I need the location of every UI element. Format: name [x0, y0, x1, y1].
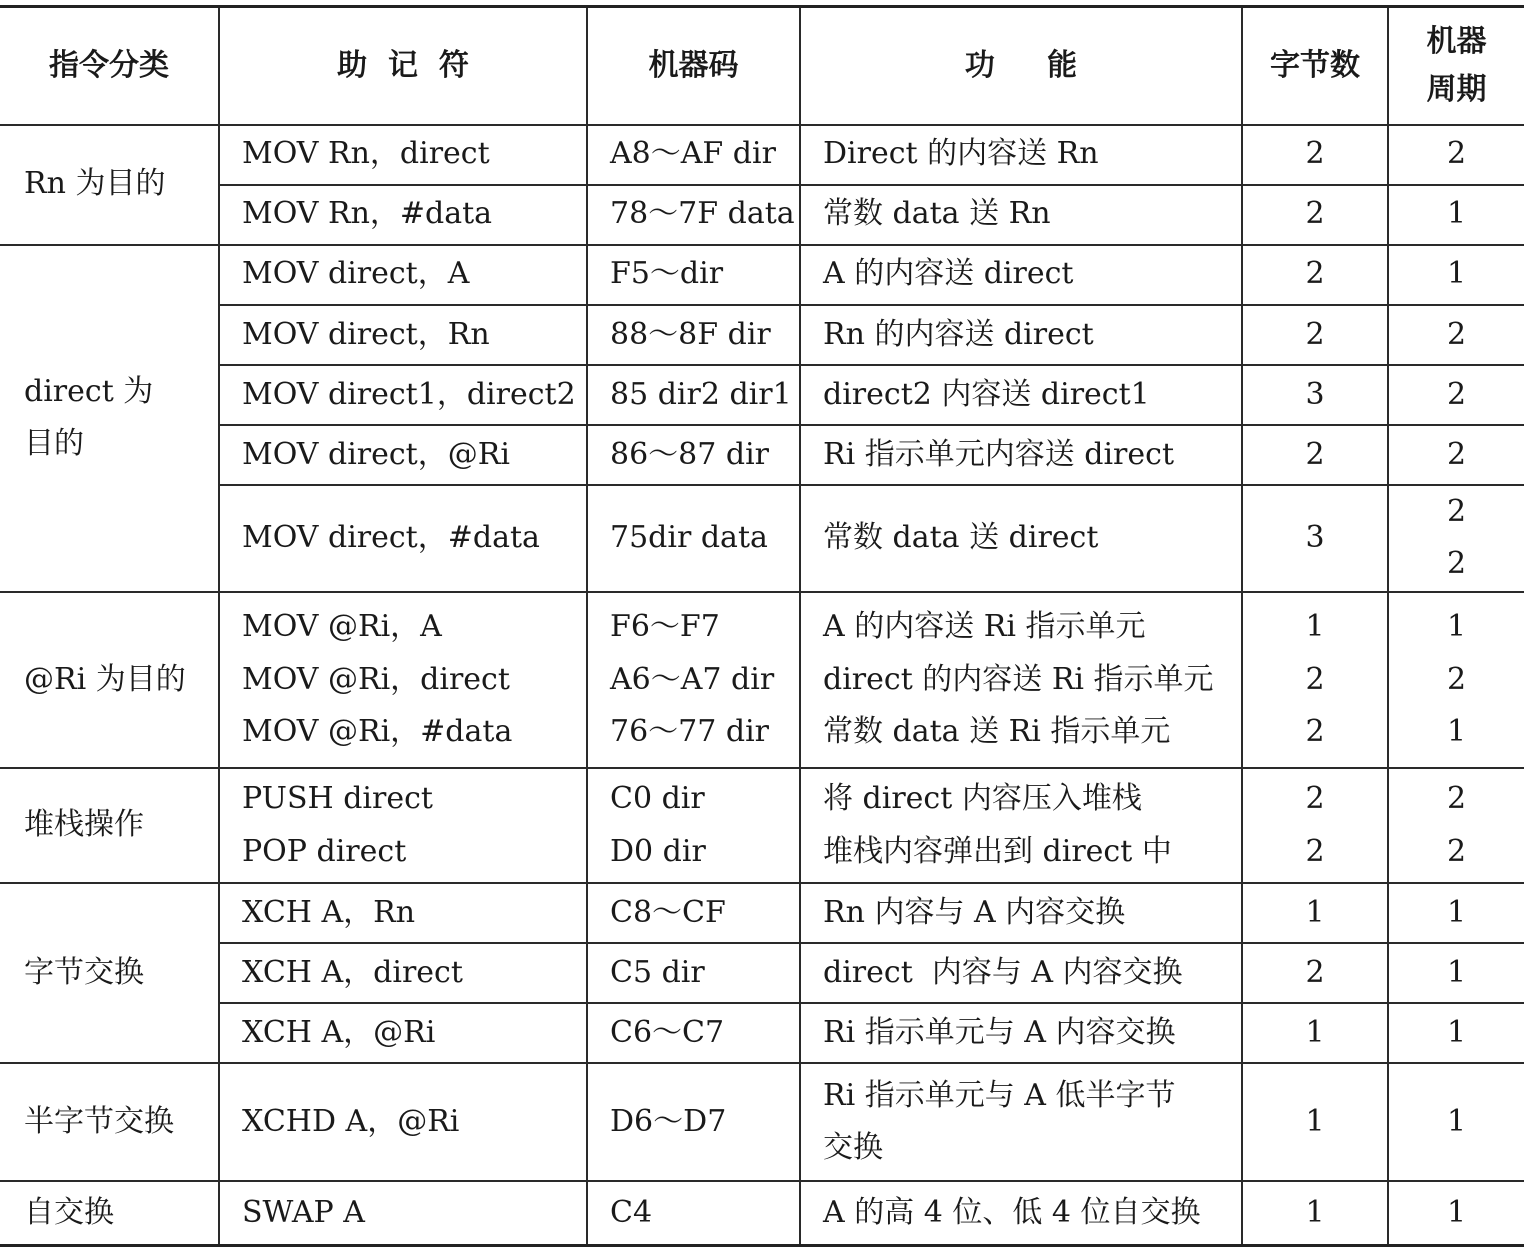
- cycles-cell: 2: [1388, 365, 1524, 425]
- function-cell: Ri 指示单元与 A 内容交换: [800, 1003, 1242, 1063]
- table-row: [0, 185, 1524, 245]
- mnemonic-cell: [219, 592, 587, 768]
- category-line1: direct 为: [24, 373, 154, 409]
- bytes-cell: 1: [1242, 883, 1388, 943]
- function-cell: A 的内容送 direct: [800, 245, 1242, 305]
- table-row: [0, 1181, 1524, 1245]
- header-cycles: [1388, 7, 1524, 125]
- opcode-cell: C8～CF: [587, 883, 800, 943]
- bytes-cell: 2: [1242, 245, 1388, 305]
- opcode-cell: 85 dir2 dir1: [587, 365, 800, 425]
- opcode-cell: 88～8F dir: [587, 305, 800, 365]
- function-line: 将 direct 内容压入堆栈: [823, 781, 1142, 817]
- function-cell: [800, 1063, 1242, 1181]
- header-row: [0, 7, 1524, 125]
- mnemonic-cell: SWAP A: [219, 1181, 587, 1245]
- cycles-cell: 1: [1388, 943, 1524, 1003]
- function-cell: 常数 data 送 Rn: [800, 185, 1242, 245]
- opcode-cell: C5 dir: [587, 943, 800, 1003]
- cycles-cell: 1: [1388, 1063, 1524, 1181]
- opcode-cell: 78～7F data: [587, 185, 800, 245]
- table-row: [0, 485, 1524, 592]
- bytes-cell: 1: [1242, 1181, 1388, 1245]
- bytes-line: 2: [1305, 781, 1325, 817]
- opcode-line: F6～F7: [610, 609, 720, 645]
- header-category: 指令分类: [0, 7, 219, 125]
- mnemonic-line: MOV @Ri，A: [242, 609, 442, 645]
- table-row: [0, 425, 1524, 485]
- bytes-cell: 1: [1242, 1003, 1388, 1063]
- cycles-line: 2: [1446, 781, 1467, 817]
- mnemonic-line: MOV @Ri，#data: [242, 714, 513, 750]
- mnemonic-cell: XCH A，direct: [219, 943, 587, 1003]
- bytes-cell: 2: [1242, 185, 1388, 245]
- cycles-cell: [1388, 485, 1524, 592]
- cycles-cell: 1: [1388, 1181, 1524, 1245]
- header-bytes: 字节数: [1242, 7, 1388, 125]
- function-cell: Rn 内容与 A 内容交换: [800, 883, 1242, 943]
- function-cell: Rn 的内容送 direct: [800, 305, 1242, 365]
- function-line: direct 的内容送 Ri 指示单元: [823, 661, 1214, 697]
- mnemonic-cell: MOV Rn，#data: [219, 185, 587, 245]
- function-cell: direct 内容与 A 内容交换: [800, 943, 1242, 1003]
- cycles-cell: [1388, 592, 1524, 768]
- opcode-line: A6～A7 dir: [610, 661, 775, 697]
- bytes-line: 1: [1305, 609, 1325, 645]
- cycles-line: 1: [1446, 609, 1467, 645]
- cycles-cell: 2: [1388, 425, 1524, 485]
- cycles-cell: 1: [1388, 185, 1524, 245]
- category-cell: 自交换: [0, 1181, 219, 1245]
- bytes-cell: [1242, 592, 1388, 768]
- mnemonic-cell: [219, 768, 587, 883]
- opcode-line: 76～77 dir: [610, 714, 770, 750]
- function-cell: [800, 768, 1242, 883]
- header-cycles-line1: 机器: [1426, 23, 1487, 59]
- function-line1: Ri 指示单元与 A 低半字节: [823, 1077, 1176, 1113]
- table-row: [0, 365, 1524, 425]
- table-row: [0, 592, 1524, 768]
- opcode-cell: D6～D7: [587, 1063, 800, 1181]
- function-cell: Ri 指示单元内容送 direct: [800, 425, 1242, 485]
- bytes-cell: 2: [1242, 425, 1388, 485]
- cycles-cell: 1: [1388, 245, 1524, 305]
- bytes-cell: 3: [1242, 485, 1388, 592]
- category-cell: [0, 245, 219, 592]
- mnemonic-cell: XCHD A，@Ri: [219, 1063, 587, 1181]
- opcode-line: D0 dir: [610, 833, 706, 869]
- instruction-table: [0, 5, 1524, 1247]
- opcode-cell: [587, 592, 800, 768]
- header-cycles-line2: 周期: [1426, 71, 1487, 107]
- mnemonic-line: POP direct: [242, 833, 407, 869]
- table-row: [0, 768, 1524, 883]
- cycles-cell: 2: [1388, 125, 1524, 185]
- table-row: [0, 125, 1524, 185]
- cycles-line1: 2: [1446, 493, 1467, 529]
- function-line2: 交换: [823, 1130, 883, 1166]
- header-function: 功 能: [800, 7, 1242, 125]
- opcode-cell: A8～AF dir: [587, 125, 800, 185]
- table-row: [0, 943, 1524, 1003]
- function-cell: Direct 的内容送 Rn: [800, 125, 1242, 185]
- opcode-cell: C4: [587, 1181, 800, 1245]
- category-cell: @Ri 为目的: [0, 592, 219, 768]
- mnemonic-cell: MOV Rn，direct: [219, 125, 587, 185]
- mnemonic-line: MOV @Ri，direct: [242, 661, 510, 697]
- function-line: A 的内容送 Ri 指示单元: [823, 609, 1146, 645]
- mnemonic-cell: MOV direct，Rn: [219, 305, 587, 365]
- cycles-line: 1: [1446, 714, 1467, 750]
- category-cell: 堆栈操作: [0, 768, 219, 883]
- category-line2: 目的: [24, 426, 84, 462]
- header-opcode: 机器码: [587, 7, 800, 125]
- table-row: [0, 245, 1524, 305]
- cycles-cell: 2: [1388, 305, 1524, 365]
- function-cell: [800, 592, 1242, 768]
- category-cell: Rn 为目的: [0, 125, 219, 245]
- cycles-cell: 1: [1388, 1003, 1524, 1063]
- opcode-cell: 75dir data: [587, 485, 800, 592]
- bytes-cell: 2: [1242, 125, 1388, 185]
- cycles-line2: 2: [1446, 546, 1467, 582]
- mnemonic-line: PUSH direct: [242, 781, 433, 817]
- cycles-line: 2: [1446, 833, 1467, 869]
- bytes-line: 2: [1305, 833, 1325, 869]
- bytes-cell: 1: [1242, 1063, 1388, 1181]
- opcode-cell: F5～dir: [587, 245, 800, 305]
- opcode-cell: 86～87 dir: [587, 425, 800, 485]
- mnemonic-cell: MOV direct，#data: [219, 485, 587, 592]
- table-row: [0, 1063, 1524, 1181]
- bytes-cell: [1242, 768, 1388, 883]
- table-row: [0, 883, 1524, 943]
- function-line: 堆栈内容弹出到 direct 中: [823, 833, 1172, 869]
- mnemonic-cell: XCH A，@Ri: [219, 1003, 587, 1063]
- bytes-cell: 2: [1242, 305, 1388, 365]
- mnemonic-cell: MOV direct，@Ri: [219, 425, 587, 485]
- cycles-line: 2: [1446, 661, 1467, 697]
- function-cell: A 的高 4 位、低 4 位自交换: [800, 1181, 1242, 1245]
- table-row: [0, 305, 1524, 365]
- table-row: [0, 1003, 1524, 1063]
- category-cell: 字节交换: [0, 883, 219, 1063]
- category-cell: 半字节交换: [0, 1063, 219, 1181]
- mnemonic-cell: XCH A，Rn: [219, 883, 587, 943]
- cycles-cell: 1: [1388, 883, 1524, 943]
- bytes-line: 2: [1305, 714, 1325, 750]
- opcode-cell: [587, 768, 800, 883]
- opcode-cell: C6～C7: [587, 1003, 800, 1063]
- mnemonic-cell: MOV direct，A: [219, 245, 587, 305]
- opcode-line: C0 dir: [610, 781, 705, 817]
- bytes-line: 2: [1305, 661, 1325, 697]
- mnemonic-cell: MOV direct1，direct2: [219, 365, 587, 425]
- bytes-cell: 3: [1242, 365, 1388, 425]
- bytes-cell: 2: [1242, 943, 1388, 1003]
- function-cell: 常数 data 送 direct: [800, 485, 1242, 592]
- function-line: 常数 data 送 Ri 指示单元: [823, 714, 1171, 750]
- function-cell: direct2 内容送 direct1: [800, 365, 1242, 425]
- cycles-cell: [1388, 768, 1524, 883]
- header-mnemonic: 助 记 符: [219, 7, 587, 125]
